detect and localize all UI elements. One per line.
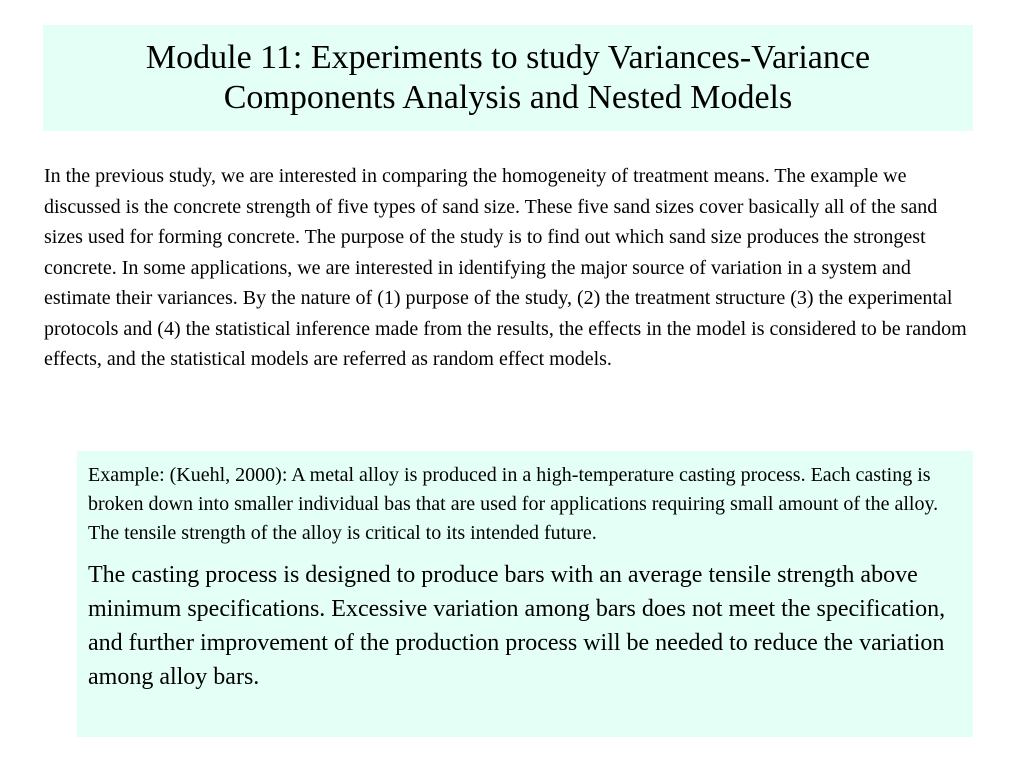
example-box xyxy=(77,451,973,737)
title-line-2: Components Analysis and Nested Models xyxy=(223,79,793,116)
casting-process-paragraph: The casting process is designed to produce bars with an average tensile strength above minimum specifications. Excessive variation among bars does not meet the specification, and further improvement of the production process will be needed to reduce the variation among alloy bars. xyxy=(88,562,946,690)
example-paragraph: Example: (Kuehl, 2000): A metal alloy is produced in a high-temperature casting process. Each casting is broken down into smaller individual bas that are used for applications requiring small amount of the alloy. The tensile strength of the alloy is critical to its intended future. xyxy=(88,464,939,544)
title-line-1: Module 11: Experiments to study Variances-Variance xyxy=(145,39,871,76)
title-box xyxy=(43,25,973,131)
intro-paragraph: In the previous study, we are interested in comparing the homogeneity of treatment means. The example we discussed is the concrete strength of five types of sand size. These five sand sizes cover basically all of the sand sizes used for forming concrete. The purpose of the study is to find out which sand size produces the strongest concrete. In some applications, we are interested in identifying the major source of variation in a system and estimate their variances. By the nature of (1) purpose of the study, (2) the treatment structure (3) the experimental protocols and (4) the statistical inference made from the results, the effects in the model is considered to be random effects, and the statistical models are referred as random effect models. xyxy=(44,165,967,370)
slide-title xyxy=(146,38,870,118)
